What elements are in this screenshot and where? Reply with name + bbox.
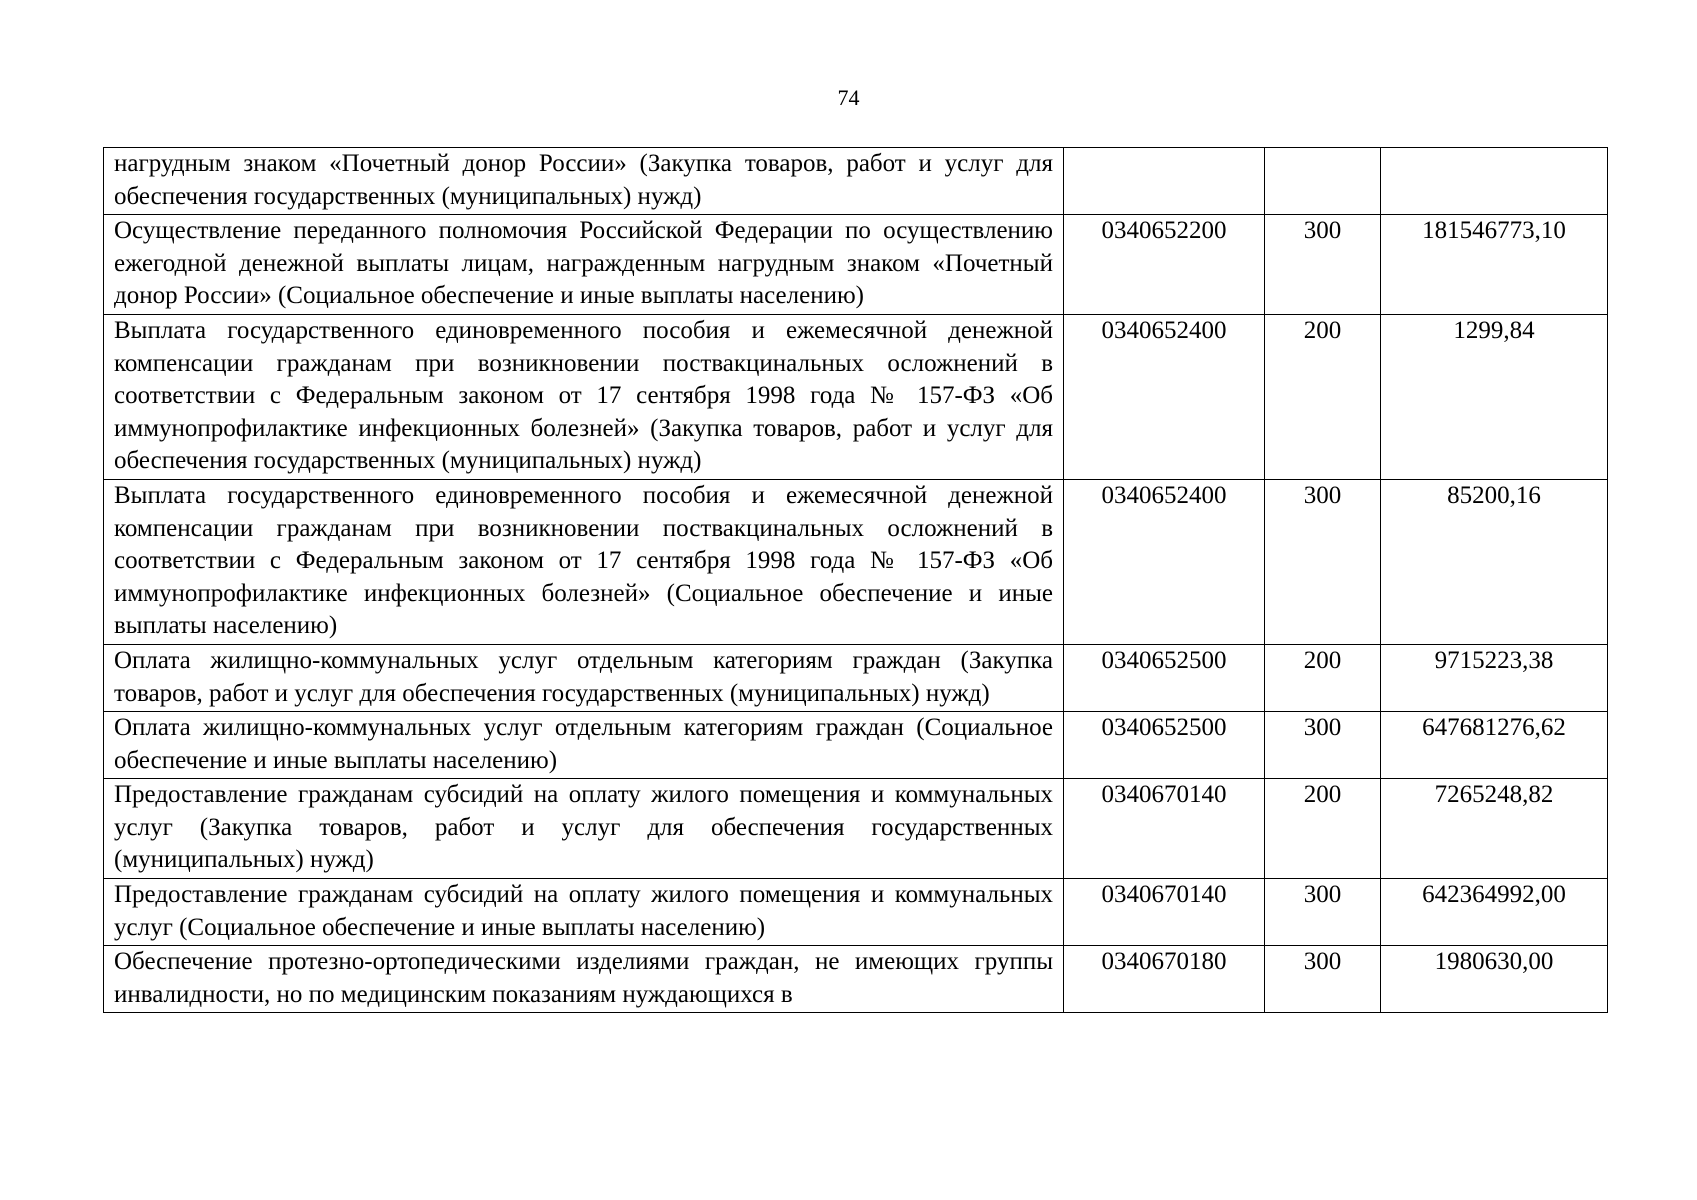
- table-row: [104, 712, 1608, 779]
- row-expense-type: 300: [1265, 712, 1381, 779]
- row-description: Предоставление гражданам субсидий на оплату жилого помещения и коммунальных услуг (Закупка товаров, работ и услуг для обеспечения государственных (муниципальных) нужд): [104, 779, 1064, 879]
- row-description: Оплата жилищно-коммунальных услуг отдельным категориям граждан (Закупка товаров, работ и услуг для обеспечения государственных (муниципальных) нужд): [104, 644, 1064, 711]
- row-description: Осуществление переданного полномочия Российской Федерации по осуществлению ежегодной денежной выплаты лицам, награжденным нагрудным знаком «Почетный донор России» (Социальное обеспечение и иные выплаты населению): [104, 215, 1064, 315]
- row-code: [1064, 148, 1265, 215]
- row-expense-type: 200: [1265, 779, 1381, 879]
- row-description: нагрудным знаком «Почетный донор России» (Закупка товаров, работ и услуг для обеспечения государственных (муниципальных) нужд): [104, 148, 1064, 215]
- row-code: 0340670180: [1064, 946, 1265, 1013]
- row-expense-type: 300: [1265, 215, 1381, 315]
- row-amount: 181546773,10: [1381, 215, 1608, 315]
- table-row: [104, 479, 1608, 644]
- page-number: 74: [837, 85, 860, 110]
- table-row: [104, 879, 1608, 946]
- table-row: [104, 148, 1608, 215]
- row-expense-type: 200: [1265, 314, 1381, 479]
- row-amount: 647681276,62: [1381, 712, 1608, 779]
- row-amount: 7265248,82: [1381, 779, 1608, 879]
- row-amount: 1299,84: [1381, 314, 1608, 479]
- row-expense-type: 300: [1265, 946, 1381, 1013]
- row-code: 0340670140: [1064, 779, 1265, 879]
- row-code: 0340652500: [1064, 644, 1265, 711]
- row-code: 0340652200: [1064, 215, 1265, 315]
- row-code: 0340652400: [1064, 314, 1265, 479]
- row-code: 0340652400: [1064, 479, 1265, 644]
- row-amount: 1980630,00: [1381, 946, 1608, 1013]
- table-row: [104, 946, 1608, 1013]
- row-amount: [1381, 148, 1608, 215]
- row-expense-type: [1265, 148, 1381, 215]
- table-row: [104, 779, 1608, 879]
- row-description: Обеспечение протезно-ортопедическими изделиями граждан, не имеющих группы инвалидности, но по медицинским показаниям нуждающихся в: [104, 946, 1064, 1013]
- row-amount: 9715223,38: [1381, 644, 1608, 711]
- row-amount: 642364992,00: [1381, 879, 1608, 946]
- budget-table: [103, 147, 1608, 1013]
- table-row: [104, 314, 1608, 479]
- row-code: 0340652500: [1064, 712, 1265, 779]
- row-expense-type: 300: [1265, 479, 1381, 644]
- row-description: Предоставление гражданам субсидий на оплату жилого помещения и коммунальных услуг (Социальное обеспечение и иные выплаты населению): [104, 879, 1064, 946]
- row-expense-type: 300: [1265, 879, 1381, 946]
- row-code: 0340670140: [1064, 879, 1265, 946]
- row-description: Выплата государственного единовременного пособия и ежемесячной денежной компенсации гражданам при возникновении поствакцинальных осложнений в соответствии с Федеральным законом от 17 сентября 1998 года № 157-ФЗ «Об иммунопрофилактике инфекционных болезней» (Социальное обеспечение и иные выплаты населению): [104, 479, 1064, 644]
- row-amount: 85200,16: [1381, 479, 1608, 644]
- table-row: [104, 644, 1608, 711]
- row-expense-type: 200: [1265, 644, 1381, 711]
- row-description: Выплата государственного единовременного пособия и ежемесячной денежной компенсации гражданам при возникновении поствакцинальных осложнений в соответствии с Федеральным законом от 17 сентября 1998 года № 157-ФЗ «Об иммунопрофилактике инфекционных болезней» (Закупка товаров, работ и услуг для обеспечения государственных (муниципальных) нужд): [104, 314, 1064, 479]
- row-description: Оплата жилищно-коммунальных услуг отдельным категориям граждан (Социальное обеспечение и иные выплаты населению): [104, 712, 1064, 779]
- table-row: [104, 215, 1608, 315]
